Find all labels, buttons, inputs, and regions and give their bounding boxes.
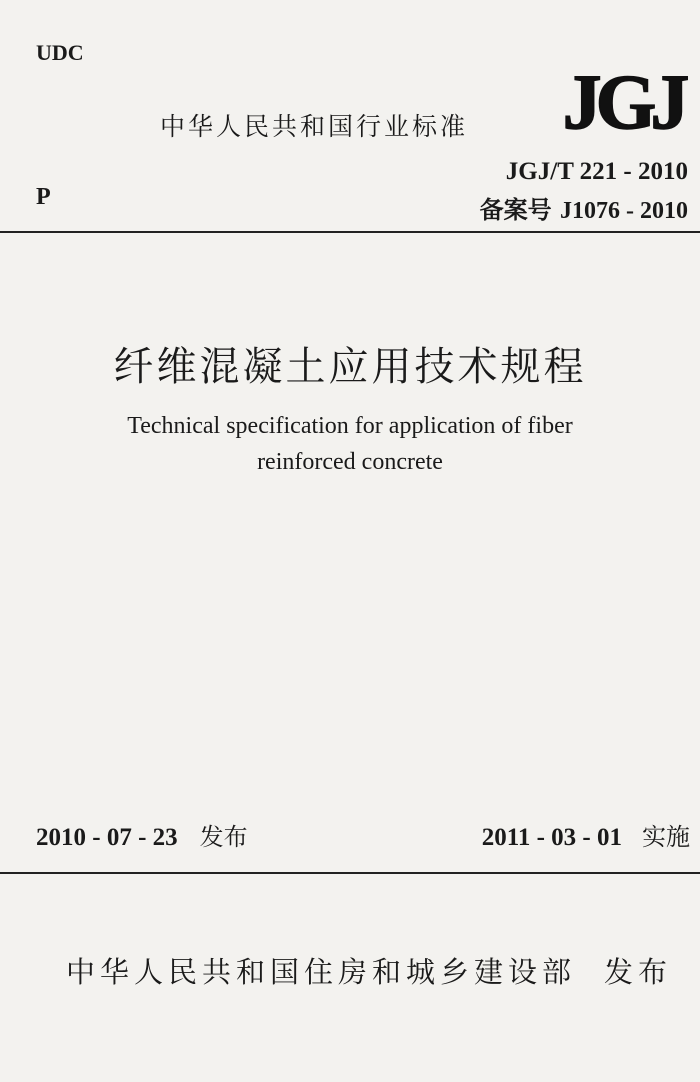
top-divider [0,231,700,233]
title-english [0,408,700,480]
issuing-authority: 中华人民共和国住房和城乡建设部 [66,955,577,989]
udc-label: UDC [36,40,84,65]
title-english-line2: reinforced concrete [257,449,443,475]
title-english-line1: Technical specification for application of fiber [127,413,573,439]
implementation-date: 2011 - 03 - 01 [481,824,622,851]
bottom-divider [0,872,700,874]
issue-label: 发布 [199,823,248,851]
classification-code: P [36,184,51,210]
implementation-date-line [482,817,690,852]
record-number-label: 备案号 [479,196,552,224]
standard-number: JGJ/T 221 - 2010 [505,158,688,185]
jgj-logo-graphic [553,62,693,138]
jgj-logo [553,62,693,138]
jgj-logo-text: JGJ [562,62,684,138]
issue-date-line [36,817,248,852]
issue-date: 2010 - 07 - 23 [36,824,178,851]
title-chinese: 纤维混凝土应用技术规程 [113,344,587,390]
record-number-line [480,190,688,225]
record-number-value: J1076 - 2010 [560,198,688,224]
industry-standard-label: 中华人民共和国行业标准 [160,112,469,141]
implementation-label: 实施 [642,823,690,851]
issuing-action: 发布 [604,955,673,989]
